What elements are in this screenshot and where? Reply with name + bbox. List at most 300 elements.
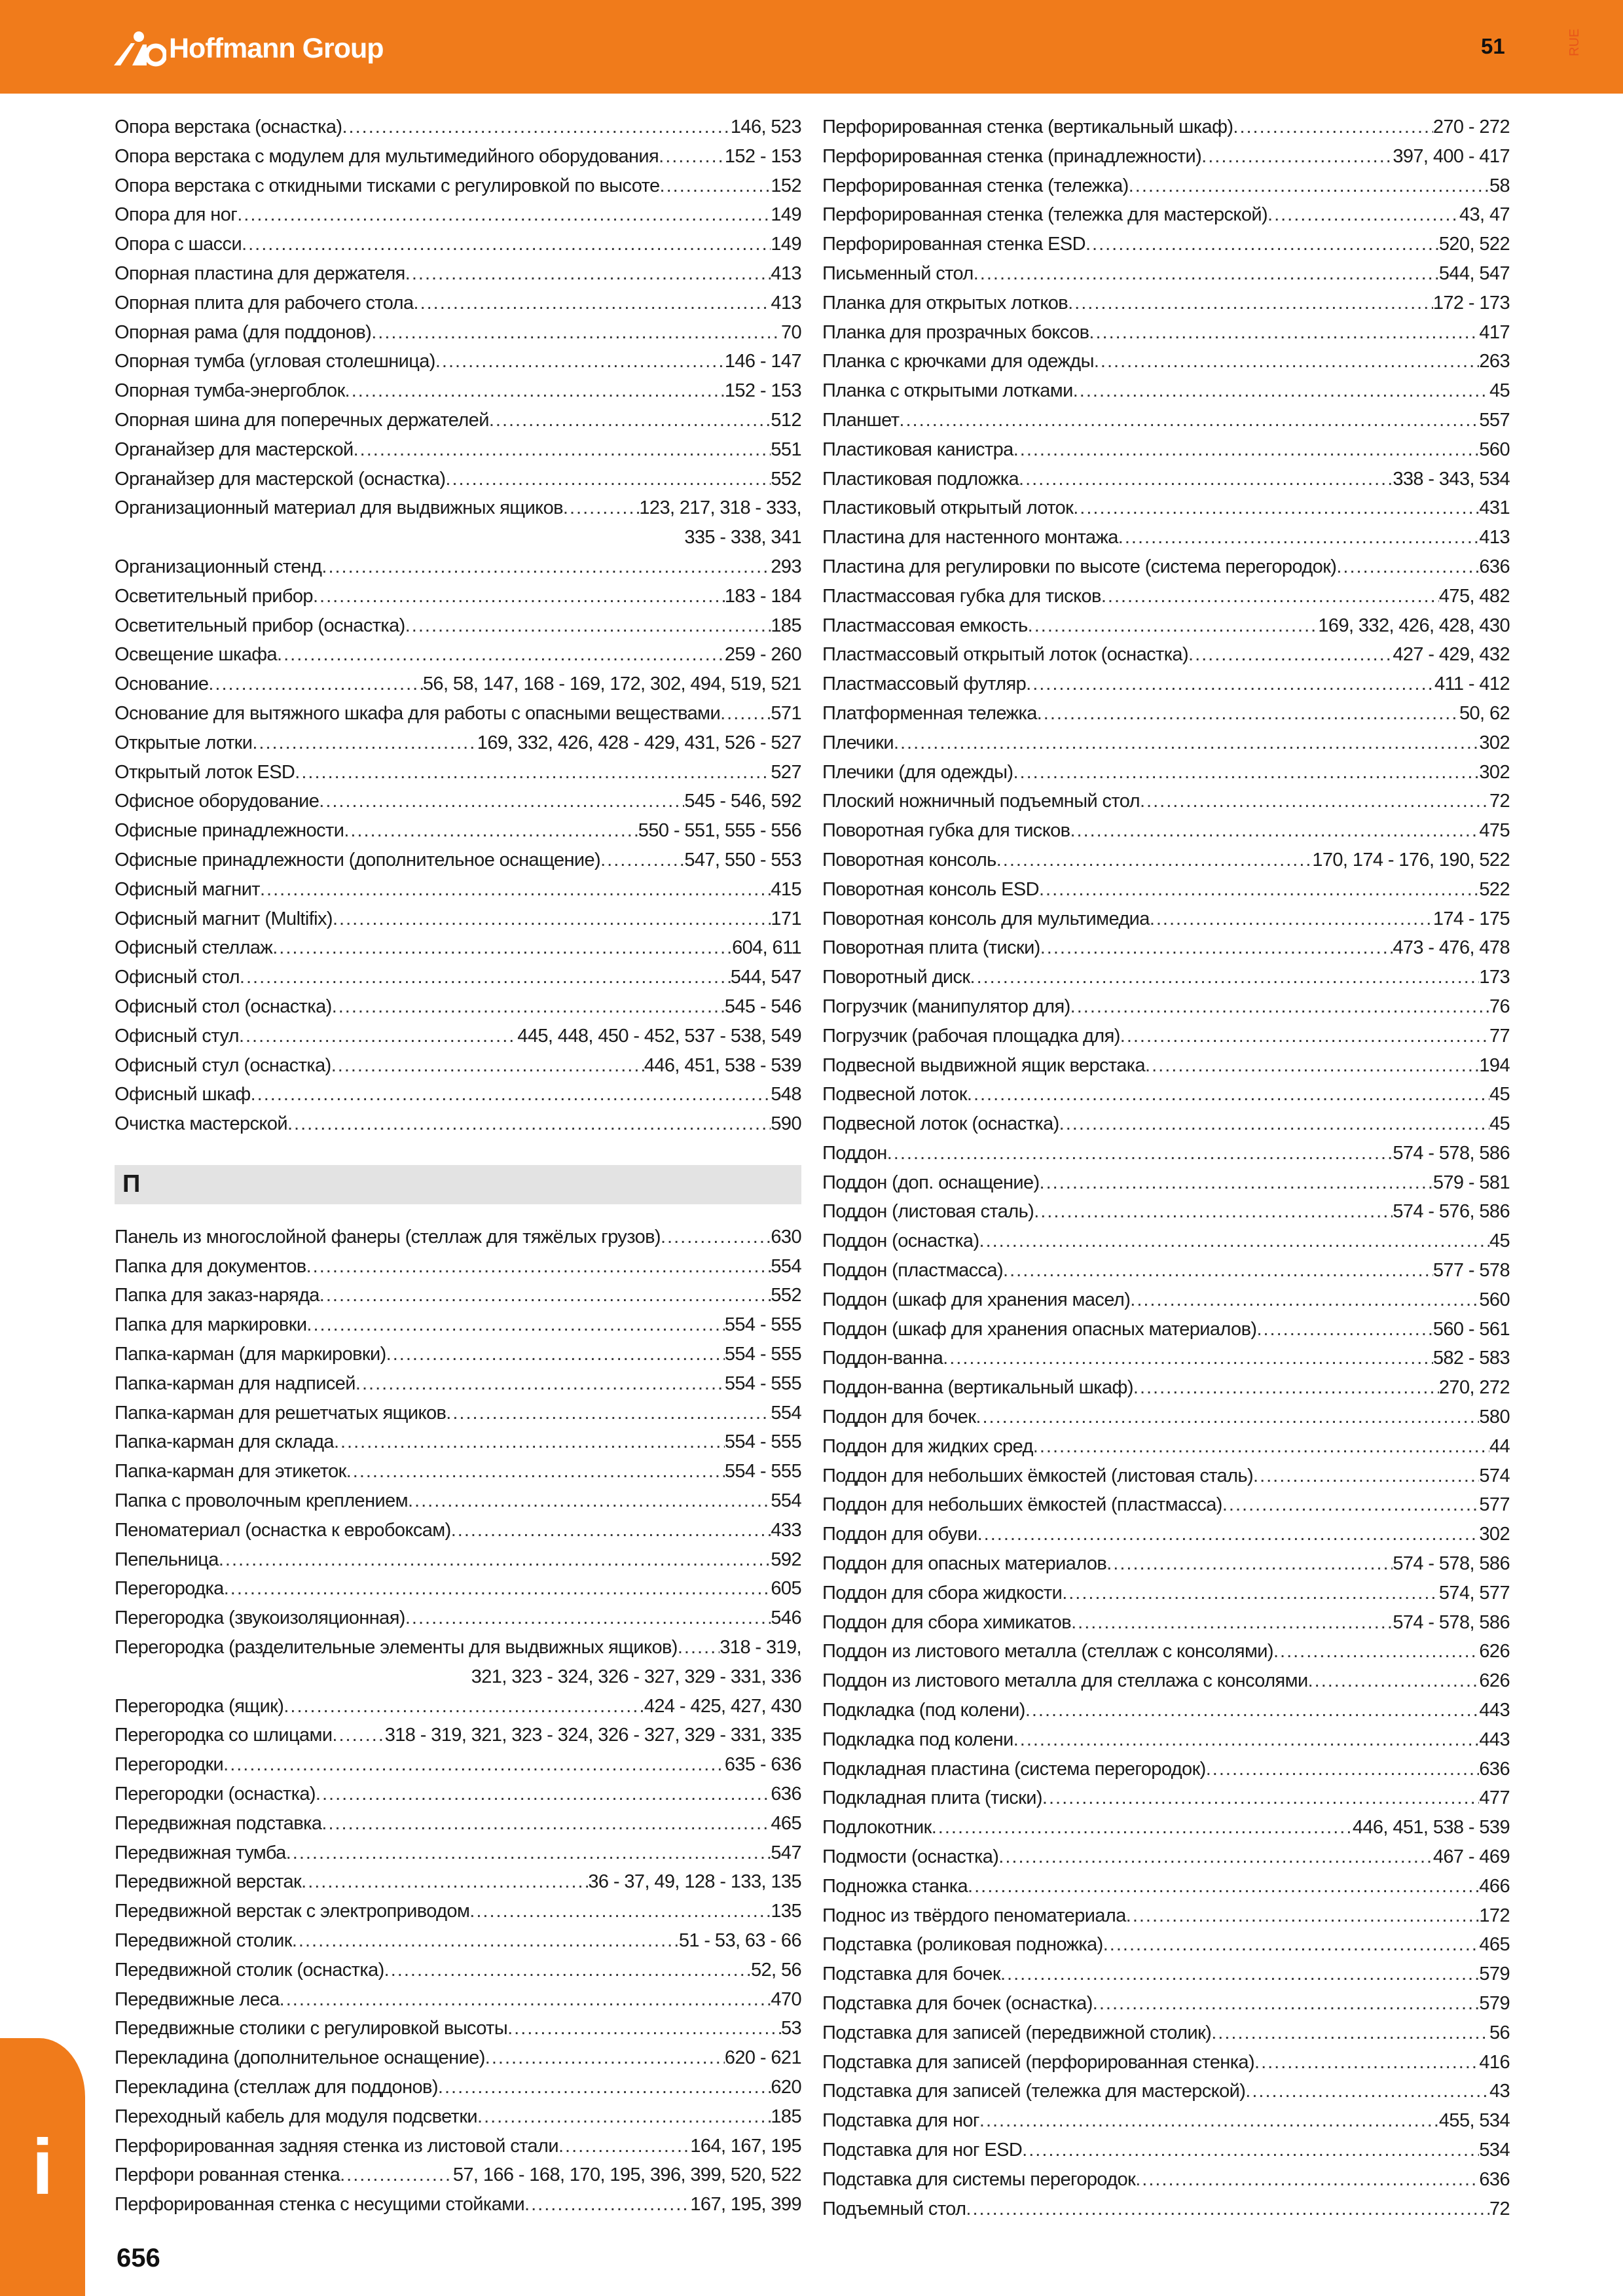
dot-leader: [386, 1340, 725, 1369]
dot-leader: [319, 1281, 771, 1310]
dot-leader: [280, 1985, 771, 2015]
dot-leader: [1145, 1051, 1479, 1081]
index-pages: 582 - 583: [1432, 1348, 1510, 1369]
index-term: Опорная шина для поперечных держателей: [115, 409, 489, 431]
dot-leader: [414, 289, 771, 318]
index-entry: [822, 406, 1510, 435]
index-entry: [115, 1867, 801, 1897]
index-term: Поддон-ванна (вертикальный шкаф): [822, 1377, 1133, 1399]
index-pages: 431: [1479, 497, 1510, 519]
index-entry: [115, 1223, 801, 1252]
index-pages: 465: [1479, 1934, 1510, 1956]
dot-leader: [1256, 1315, 1432, 1344]
dot-leader: [333, 905, 771, 934]
index-entry: [822, 905, 1510, 934]
index-entry: [822, 1462, 1510, 1491]
dot-leader: [301, 1867, 588, 1897]
index-entry: [115, 1051, 801, 1081]
dot-leader: [477, 2102, 771, 2132]
index-pages: 413: [1479, 527, 1510, 548]
index-entry: [822, 171, 1510, 201]
index-entry: [115, 171, 801, 201]
index-term: Планка с открытыми лотками: [822, 380, 1073, 402]
index-entry: [115, 1080, 801, 1109]
dot-leader: [1003, 1256, 1433, 1285]
index-entry: [822, 2077, 1510, 2106]
index-entry: [822, 1490, 1510, 1520]
index-entry: [822, 200, 1510, 230]
index-entry: [822, 142, 1510, 171]
dot-leader: [1062, 1579, 1439, 1608]
index-pages: 45: [1489, 380, 1510, 402]
dot-leader: [932, 1813, 1353, 1842]
index-term: Осветительный прибор (оснастка): [115, 615, 405, 636]
index-pages: 172: [1479, 1905, 1510, 1926]
index-pages: 626: [1479, 1670, 1510, 1692]
index-pages: 580: [1479, 1407, 1510, 1428]
index-pages: 630: [771, 1226, 801, 1247]
index-term: Организационный материал для выдвижных ящиков: [115, 497, 563, 519]
index-pages: 466: [1479, 1875, 1510, 1897]
index-pages: 554: [771, 1402, 801, 1424]
index-entry: [115, 2073, 801, 2102]
dot-leader: [977, 1520, 1480, 1549]
index-entry: [822, 2165, 1510, 2195]
index-pages: 76: [1489, 996, 1510, 1017]
index-pages: 169, 332, 426, 428 - 429, 431, 526 - 527: [477, 732, 801, 753]
index-pages: 636: [1479, 2168, 1510, 2190]
dot-leader: [260, 875, 771, 905]
index-pages: 416: [1479, 2051, 1510, 2073]
index-term: Пластиковая канистра: [822, 439, 1013, 460]
index-term: Открытый лоток ESD: [115, 761, 295, 783]
index-entry: [115, 2132, 801, 2161]
index-pages: 577: [1479, 1494, 1510, 1516]
index-term: Пепельница: [115, 1549, 219, 1570]
index-pages: 443: [1479, 1729, 1510, 1750]
index-entry: [115, 1574, 801, 1604]
index-entry: [822, 1755, 1510, 1784]
dot-leader: [1033, 1432, 1489, 1462]
index-pages: 167, 195, 399: [690, 2194, 801, 2215]
index-term: Подкладная плита (тиски): [822, 1787, 1042, 1809]
index-pages: 473 - 476, 478: [1393, 937, 1510, 959]
dot-leader: [943, 1344, 1433, 1373]
side-tab-letter: i: [31, 2123, 54, 2211]
dot-leader: [1071, 1608, 1393, 1638]
index-pages: 467 - 469: [1432, 1846, 1510, 1868]
index-entry: [822, 1051, 1510, 1081]
dot-leader: [1336, 552, 1479, 582]
brand-name: Hoffmann Group: [169, 32, 384, 64]
index-term: Поддон (листовая сталь): [822, 1201, 1034, 1223]
index-entry: [115, 2043, 801, 2073]
index-term: Платформенная тележка: [822, 702, 1037, 724]
index-pages: 173: [1479, 967, 1510, 988]
dot-leader: [342, 113, 730, 142]
dot-leader: [1118, 523, 1480, 552]
dot-leader: [1028, 611, 1319, 641]
dot-leader: [1019, 465, 1393, 494]
index-pages: 183 - 184: [724, 585, 801, 607]
dot-leader: [321, 1809, 771, 1839]
dot-leader: [321, 552, 771, 582]
dot-leader: [600, 846, 684, 875]
index-entry: [822, 1666, 1510, 1696]
dot-leader: [405, 259, 771, 289]
index-term: Поддон (оснастка): [822, 1230, 979, 1252]
index-pages: 424 - 425, 427, 430: [644, 1695, 801, 1717]
index-term: Поддон (пластмасса): [822, 1260, 1004, 1282]
index-entry: [115, 1281, 801, 1310]
dot-leader: [558, 2132, 690, 2161]
index-entry: [115, 406, 801, 435]
index-term: Пластмассовая губка для тисков: [822, 585, 1101, 607]
index-pages: 443: [1479, 1700, 1510, 1721]
index-entry: [115, 1486, 801, 1516]
index-term: Письменный стол: [822, 262, 974, 284]
index-pages: 338 - 343, 534: [1393, 468, 1510, 490]
dot-leader: [384, 1956, 751, 1985]
dot-leader: [1059, 1109, 1489, 1139]
index-term: Подвесной лоток: [822, 1084, 967, 1105]
index-pages: 557: [1479, 409, 1510, 431]
index-term: Передвижной столик (оснастка): [115, 1959, 384, 1981]
index-entry: [115, 1750, 801, 1780]
dot-leader: [966, 2195, 1489, 2224]
index-term: Папка-карман для решетчатых ящиков: [115, 1402, 447, 1424]
index-entry: [822, 435, 1510, 465]
index-pages: 152 - 153: [724, 380, 801, 402]
index-entry: [822, 1842, 1510, 1872]
dot-leader: [1133, 1373, 1439, 1403]
index-entry: [115, 758, 801, 787]
index-pages: 547, 550 - 553: [684, 849, 801, 870]
index-pages: 574 - 578, 586: [1393, 1611, 1510, 1633]
index-term: Основание для вытяжного шкафа для работы с опасными веществами: [115, 702, 721, 724]
index-term: Поднос из твёрдого пеноматериала: [822, 1905, 1126, 1926]
index-pages: 43, 47: [1459, 204, 1510, 226]
dot-leader: [346, 1457, 725, 1486]
index-pages: 411 - 412: [1434, 673, 1510, 695]
index-entry: [822, 2195, 1510, 2224]
index-term: Поддон для опасных материалов: [822, 1553, 1107, 1575]
dot-leader: [240, 963, 731, 992]
dot-leader: [678, 1633, 720, 1662]
index-pages: 45: [1489, 1113, 1510, 1135]
index-pages: 527: [771, 761, 801, 783]
index-term: Подставка для бочек: [822, 1964, 1000, 1985]
index-entry: [115, 1633, 801, 1662]
dot-leader: [1129, 171, 1489, 201]
index-pages: 574: [1479, 1465, 1510, 1486]
language-tag: RUE: [1567, 28, 1582, 56]
index-term: Папка-карман (для маркировки): [115, 1344, 386, 1365]
index-pages: 554 - 555: [724, 1461, 801, 1482]
index-term: Погрузчик (рабочая площадка для): [822, 1025, 1120, 1047]
index-pages: 58: [1489, 175, 1510, 196]
index-pages: 417: [1479, 321, 1510, 343]
index-entry: [822, 1872, 1510, 1901]
index-term: Перегородка (ящик): [115, 1695, 284, 1717]
dot-leader: [1254, 2048, 1479, 2077]
index-pages: 263: [1479, 351, 1510, 372]
dot-leader: [286, 1839, 771, 1868]
index-term: Опорная пластина для держателя: [115, 262, 405, 284]
dot-leader: [979, 2106, 1439, 2136]
index-pages: 545 - 546, 592: [684, 791, 801, 812]
index-entry: [822, 1725, 1510, 1755]
dot-leader: [1022, 2136, 1479, 2165]
index-pages: 70: [780, 321, 801, 343]
index-pages: 293: [771, 556, 801, 577]
index-term: Органайзер для мастерской: [115, 439, 354, 460]
index-pages: 546: [771, 1607, 801, 1629]
index-term: Подмости (оснастка): [822, 1846, 999, 1868]
index-entry: [822, 1696, 1510, 1725]
index-entry: [822, 376, 1510, 406]
index-column-right: [822, 113, 1510, 2223]
index-entry: [822, 1549, 1510, 1579]
index-term: Папка-карман для склада: [115, 1431, 334, 1453]
index-entry: [115, 1022, 801, 1051]
index-pages: 146, 523: [730, 117, 801, 137]
dot-leader: [469, 1897, 771, 1926]
index-term: Поддон из листового металла (стеллаж с консолями): [822, 1641, 1273, 1662]
index-pages: 259 - 260: [724, 644, 801, 666]
index-entry: [115, 200, 801, 230]
dot-leader: [974, 259, 1439, 289]
index-term: Офисный магнит (Multifix): [115, 908, 333, 929]
index-entry: [822, 318, 1510, 348]
index-entry: [822, 465, 1510, 494]
index-entry: [822, 1139, 1510, 1168]
index-pages: 574 - 576, 586: [1393, 1201, 1510, 1223]
index-pages: 470: [771, 1988, 801, 2010]
index-term: Подставка (роликовая подножка): [822, 1934, 1103, 1956]
index-term: Опорная плита для рабочего стола: [115, 292, 414, 314]
index-pages: 560: [1479, 439, 1510, 460]
dot-leader: [1150, 905, 1433, 934]
index-term: Поддон для бочек: [822, 1407, 976, 1428]
index-pages: 51 - 53, 63 - 66: [678, 1930, 801, 1952]
index-term: Пластина для регулировки по высоте (система перегородок): [822, 556, 1337, 577]
index-term: Опорная тумба-энергоблок: [115, 380, 345, 402]
index-entry: [822, 1579, 1510, 1608]
index-term: Пластиковая подложка: [822, 468, 1019, 490]
dot-leader: [1201, 142, 1393, 171]
index-term: Перфорированная стенка ESD: [822, 234, 1085, 255]
index-term: Офисный шкаф: [115, 1084, 251, 1105]
index-pages: 123, 217, 318 - 333,: [639, 497, 801, 519]
index-entry: [822, 1227, 1510, 1256]
index-pages: 172 - 173: [1432, 292, 1510, 314]
index-pages: 626: [1479, 1641, 1510, 1662]
dot-leader: [295, 758, 771, 787]
index-pages: 455, 534: [1438, 2110, 1510, 2132]
index-pages: 554 - 555: [724, 1344, 801, 1365]
index-term: Поворотная консоль: [822, 849, 996, 870]
index-pages: 620 - 621: [724, 2047, 801, 2069]
dot-leader: [1068, 289, 1433, 318]
index-pages: 534: [1479, 2139, 1510, 2161]
index-term: Планка с крючками для одежды: [822, 351, 1094, 372]
index-term: Передвижная подставка: [115, 1812, 322, 1834]
index-entry: [115, 699, 801, 728]
dot-leader: [1140, 787, 1489, 816]
index-entry: [115, 846, 801, 875]
index-term: Пеноматериал (оснастка к евробоксам): [115, 1519, 451, 1541]
dot-leader: [968, 1872, 1479, 1901]
index-entry: [115, 963, 801, 992]
dot-leader: [1070, 816, 1479, 846]
index-entry: [822, 728, 1510, 758]
index-entry: [822, 1637, 1510, 1666]
dot-leader: [445, 465, 771, 494]
index-entry: [822, 347, 1510, 376]
index-entry: [822, 640, 1510, 670]
index-term: Органайзер для мастерской (оснастка): [115, 468, 446, 490]
dot-leader: [1013, 1725, 1480, 1755]
dot-leader: [1211, 2018, 1489, 2048]
dot-leader: [894, 728, 1479, 758]
index-pages: 590: [771, 1113, 801, 1135]
index-entry: [822, 992, 1510, 1022]
index-entry: [115, 230, 801, 259]
index-entry: [115, 1839, 801, 1868]
dot-leader: [661, 1223, 771, 1252]
dot-leader: [1188, 640, 1393, 670]
index-term: Поворотная плита (тиски): [822, 937, 1040, 959]
dot-leader: [1042, 1784, 1480, 1813]
index-pages: 579: [1479, 1993, 1510, 2014]
dot-leader: [451, 1516, 771, 1545]
index-pages: 636: [771, 1784, 801, 1805]
index-entry: [115, 318, 801, 348]
index-entry: [115, 582, 801, 611]
index-entry: [115, 523, 801, 552]
index-entry: [115, 465, 801, 494]
page-number-bottom: 656: [117, 2244, 160, 2272]
index-term: Перекладина (стеллаж для поддонов): [115, 2077, 438, 2098]
index-term: Перфорированная стенка с несущими стойками: [115, 2194, 525, 2215]
index-entry: [115, 1516, 801, 1545]
index-pages: 545 - 546: [724, 996, 801, 1017]
dot-leader: [970, 963, 1480, 992]
index-pages: 270 - 272: [1432, 117, 1510, 137]
index-entry: [822, 1608, 1510, 1638]
index-term: Поддон-ванна: [822, 1348, 943, 1369]
index-term: Подвесной лоток (оснастка): [822, 1113, 1059, 1135]
index-pages: 579 - 581: [1432, 1172, 1510, 1193]
index-entry: [115, 1109, 801, 1139]
dot-leader: [1040, 933, 1393, 963]
dot-leader: [563, 493, 639, 523]
index-term: Поворотная консоль для мультимедиа: [822, 908, 1150, 929]
index-entry: [115, 992, 801, 1022]
index-term: Перегородки (оснастка): [115, 1784, 316, 1805]
index-pages: 552: [771, 468, 801, 490]
index-pages: 169, 332, 426, 428, 430: [1318, 615, 1510, 636]
index-term: Опорная рама (для поддонов): [115, 321, 372, 343]
index-entry: [822, 816, 1510, 846]
index-term: Подкладка (под колени): [822, 1700, 1025, 1721]
index-entry: [822, 1930, 1510, 1960]
index-term: Перфорированная стенка (тележка для мастерской): [822, 204, 1268, 226]
index-entry: [822, 2018, 1510, 2048]
index-pages: 446, 451, 538 - 539: [644, 1054, 801, 1076]
index-entry: [115, 787, 801, 816]
index-term: Подъемный стол: [822, 2198, 966, 2219]
index-pages: 574 - 578, 586: [1393, 1553, 1510, 1575]
index-pages: 551: [771, 439, 801, 460]
index-term: Подставка для записей (передвижной столик): [822, 2022, 1212, 2043]
index-pages: 302: [1479, 1524, 1510, 1545]
index-entry: [822, 1285, 1510, 1315]
index-term: Поддон (шкаф для хранения масел): [822, 1289, 1131, 1310]
dot-leader: [1126, 1901, 1480, 1931]
index-entry: [115, 1926, 801, 1956]
index-entry: [115, 1457, 801, 1486]
dot-leader: [242, 230, 771, 259]
index-entry: [115, 2190, 801, 2219]
index-term: Передвижной верстак: [115, 1871, 302, 1893]
index-pages: 44: [1489, 1435, 1510, 1457]
index-pages: 446, 451, 538 - 539: [1352, 1817, 1510, 1839]
dot-leader: [1245, 2077, 1489, 2106]
dot-leader: [332, 992, 725, 1022]
index-entry: [115, 611, 801, 641]
index-entry: [115, 1369, 801, 1399]
dot-leader: [1089, 318, 1479, 348]
index-entry: [822, 1520, 1510, 1549]
index-entry: [115, 289, 801, 318]
index-entry: [115, 142, 801, 171]
index-entry: [115, 376, 801, 406]
index-term: Поддон для жидких сред: [822, 1435, 1033, 1457]
index-term: Передвижные столики с регулировкой высоты: [115, 2018, 508, 2039]
index-term: Перфорированная задняя стенка из листовой стали: [115, 2135, 558, 2157]
index-term: Опора верстака с модулем для мультимедийного оборудования: [115, 145, 659, 167]
dot-leader: [1222, 1490, 1480, 1520]
index-entry: [822, 1315, 1510, 1344]
index-entry: [822, 611, 1510, 641]
dot-leader: [1013, 435, 1480, 465]
index-term: Офисный стул (оснастка): [115, 1054, 331, 1076]
index-term: Плоский ножничный подъемный стол: [822, 791, 1140, 812]
index-pages: 544, 547: [1438, 262, 1510, 284]
dot-leader: [1135, 2165, 1479, 2195]
index-entry: [822, 1080, 1510, 1109]
index-entry: [822, 933, 1510, 963]
index-term: Поддон для небольших ёмкостей (листовая сталь): [822, 1465, 1254, 1486]
index-entry: [822, 1373, 1510, 1403]
index-term: Передвижная тумба: [115, 1842, 286, 1863]
dot-leader: [1073, 376, 1489, 406]
dot-leader: [1013, 758, 1479, 787]
index-term: Планшет: [822, 409, 900, 431]
index-term: Плечики (для одежды): [822, 761, 1013, 783]
index-term: Офисный магнит: [115, 878, 260, 900]
index-pages: 579: [1479, 1964, 1510, 1985]
index-entry: [115, 2102, 801, 2132]
index-term: Плечики: [822, 732, 894, 753]
index-term: Поворотный диск: [822, 967, 970, 988]
index-entry: [115, 259, 801, 289]
dot-leader: [1070, 992, 1489, 1022]
index-term: Папка-карман для этикеток: [115, 1461, 346, 1482]
index-pages: 146 - 147: [724, 351, 801, 372]
